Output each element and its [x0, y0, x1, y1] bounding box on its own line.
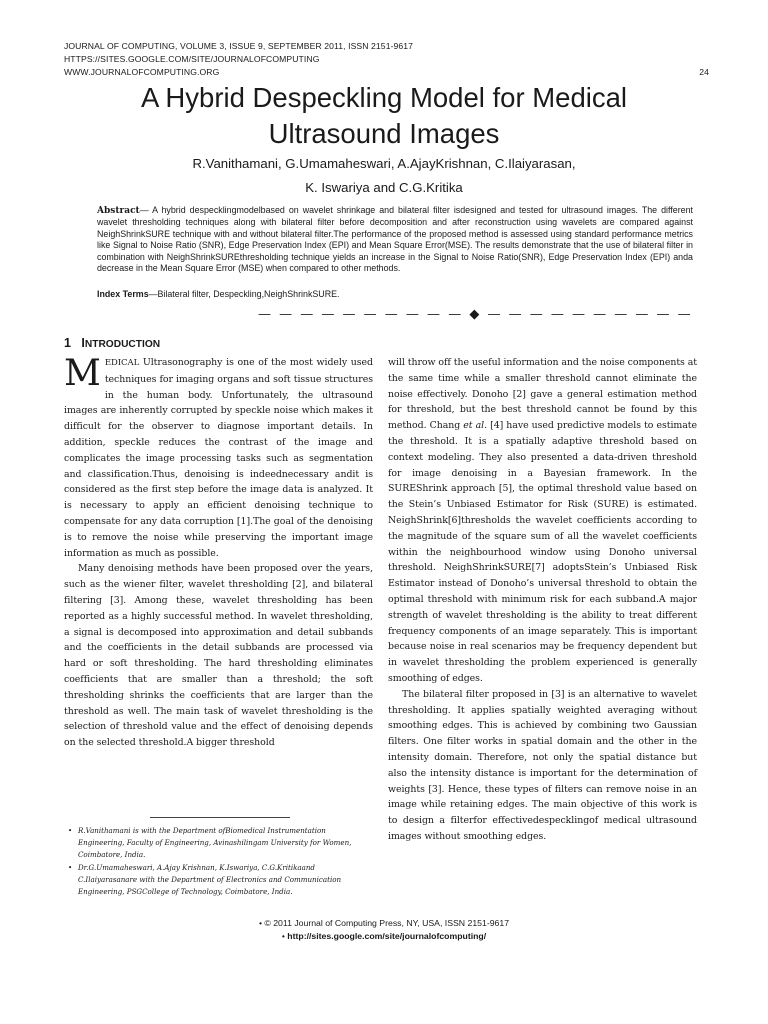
bullet-icon: •	[68, 863, 73, 872]
intro-paragraph-1	[64, 355, 373, 561]
right-paragraph-2: The bilateral filter proposed in [3] is an alternative to wavelet thresholding. It applies spatially weighted averaging without smoothing edges. This is achieved by combining two Gaussian filters. One filter works in spatial domain and the other in the intensity domain. Therefore, not only the spatial distance but also the intensity distance is important for the determination of weights [3]. Hence, these types of filters can remove noise in an image while retaining edges. The main objective of this work is to design a filterfor effectivedespecklingof medical ultrasound images without smoothing edges.	[388, 688, 697, 842]
et-al: et al.	[463, 420, 487, 432]
intro-paragraph-2: Many denoising methods have been proposed over the years, such as the wiener filter, wavelet thresholding [2], and bilateral filtering [3]. Among these, wavelet thresholding has been reported as a highly successful method. In wavelet thresholding, a signal is decomposed into approximation and detail subbands and the coefficients in the detail subbands are processed via hard or soft thresholding. The hard thresholding eliminates coefficients that are smaller than a threshold; the soft thresholding shrinks the coefficients that are larger than the threshold as well. The main task of wavelet thresholding is the selection of threshold value and the effect of denoising depends on the selected threshold.A bigger threshold	[64, 563, 373, 749]
abstract	[97, 205, 693, 274]
author-list	[60, 152, 708, 200]
footnotes	[64, 825, 369, 899]
section-divider: — — — — — — — — — — ◆ — — — — — — — — — —	[258, 307, 693, 322]
abstract-text: — A hybrid despecklingmodelbased on wavelet shrinkage and bilateral filter isdesigned and tested for ultrasound images. The different wavelet thresholding techniques along with bilateral filter before decomposition and after reconstruction using wavelets are compared against NeighShrinkSURE technique with and without bilateral filter.The performance of the proposed method is assessed using standard performance metrics like Signal to Noise Ratio (SNR), Edge Preservation Index (EPI) and Mean Square Error(MSE). The results demonstrate that the use of bilateral filter in combination with NeighShrinkSUREthresholding technique yields an increase in the Signal to Noise Ratio(SNR), Edge Preservation Index (EPI) anda decrease in the Mean Square Error (MSE) when compared to other methods.	[97, 205, 693, 274]
footnote-item	[64, 825, 369, 861]
index-terms	[97, 289, 693, 300]
authors-line-2: K. Iswariya and C.G.Kritika	[305, 180, 463, 195]
title-line-1: A Hybrid Despeckling Model for Medical	[140, 82, 628, 113]
right-column	[388, 355, 697, 845]
abstract-label: Abstract	[97, 206, 140, 216]
paper-title	[60, 80, 708, 152]
footnote-text: Dr.G.Umamaheswari, A.Ajay Krishnan, K.Iswariya, C.G.Kritikaand C.Ilaiyarasanare with the Department of Electronics and Communication Engineering, PSGCollege of Technology, Coimbatore, India.	[78, 863, 342, 896]
journal-header	[64, 40, 709, 79]
journal-header-line-1: JOURNAL OF COMPUTING, VOLUME 3, ISSUE 9, SEPTEMBER 2011, ISSN 2151-9617	[64, 41, 414, 51]
section-title-initial: I	[81, 336, 85, 350]
journal-url[interactable]: http://sites.google.com/site/journalofcomputing/	[287, 931, 487, 941]
journal-header-line-3: WWW.JOURNALOFCOMPUTING.ORG	[64, 67, 220, 77]
drop-cap-smallcaps: EDICAL	[104, 358, 140, 368]
right-paragraph-1-text-b: [4] have used predictive models to estimate the threshold. It is a spatially adaptive threshold based on context modeling. They also presented a data-driven threshold for image denoising in a Bayesian framework. In the SUREShrink approach [5], the optimal threshold value based on the Stein’s Unbiased Estimator for Risk (SURE) is estimated. NeighShrink[6]thresholds the wavelet coefficients according to the magnitude of the square sum of all the wavelet coefficients within the neighbourhood window using Donoho universal threshold. NeighShrinkSURE[7] adoptsStein’s Unbiased Risk Estimator instead of Donoho’s universal threshold to obtain the optimal threshold with minimum risk for each subband.A major strength of wavelet thresholding is the ability to treat different frequency components of an image separately. This is important because noise in real scenarios may be frequency dependent but in wavelet thresholding the problem experienced is generally smoothing of edges.	[388, 420, 697, 684]
copyright-text: © 2011 Journal of Computing Press, NY, USA, ISSN 2151-9617	[264, 918, 510, 928]
index-terms-text: —Bilateral filter, Despeckling,NeighShrinkSURE.	[148, 289, 340, 299]
copyright-line	[200, 917, 568, 930]
bullet-icon: •	[281, 931, 288, 941]
right-paragraph-1	[388, 355, 697, 687]
section-title-rest: NTRODUCTION	[84, 339, 161, 350]
footnote-rule	[150, 817, 290, 818]
section-number: 1	[64, 336, 71, 350]
right-paragraph-1-text-a: will throw off the useful information and the noise components at the same time while a smaller threshold cannot eliminate the noise effectively. Donoho [2] gave a general estimation method for threshold, but the best threshold cannot be found by this method. Chang	[388, 357, 697, 432]
page-number: 24	[699, 67, 709, 77]
footnote-item	[64, 862, 369, 898]
page-footer	[200, 917, 568, 943]
journal-header-line-2: HTTPS://SITES.GOOGLE.COM/SITE/JOURNALOFCOMPUTING	[64, 54, 320, 64]
footnote-text: R.Vanithamani is with the Department ofBiomedical Instrumentation Engineering, Faculty of Engineering, Avinashilingam University for Women, Coimbatore, India.	[78, 826, 352, 859]
bullet-icon: •	[68, 826, 73, 835]
drop-cap: M	[64, 353, 101, 394]
section-heading	[64, 336, 160, 350]
authors-line-1: R.Vanithamani, G.Umamaheswari, A.AjayKrishnan, C.Ilaiyarasan,	[192, 156, 576, 171]
journal-url-line	[200, 930, 568, 943]
index-terms-label: Index Terms	[97, 289, 149, 299]
left-column	[64, 355, 373, 751]
intro-paragraph-1-text: Ultrasonography is one of the most widely used techniques for imaging organs and soft tissue structures in the human body. Unfortunately, the ultrasound images are inherently corrupted by speckle noise which makes it difficult for the observer to diagnose important details. In addition, speckle reduces the contrast of the image and complicates the image processing tasks such as segmentation and classification.Thus, denoising is indeednecessary andit is considered as the first step before the image data is analyzed. It is necessary to apply an efficient denoising technique to compensate for any data corruption [1].The goal of the denoising is to remove the noise while preserving the important image information as much as possible.	[64, 357, 373, 559]
bullet-icon: •	[258, 918, 265, 928]
title-line-2: Ultrasound Images	[268, 118, 500, 149]
